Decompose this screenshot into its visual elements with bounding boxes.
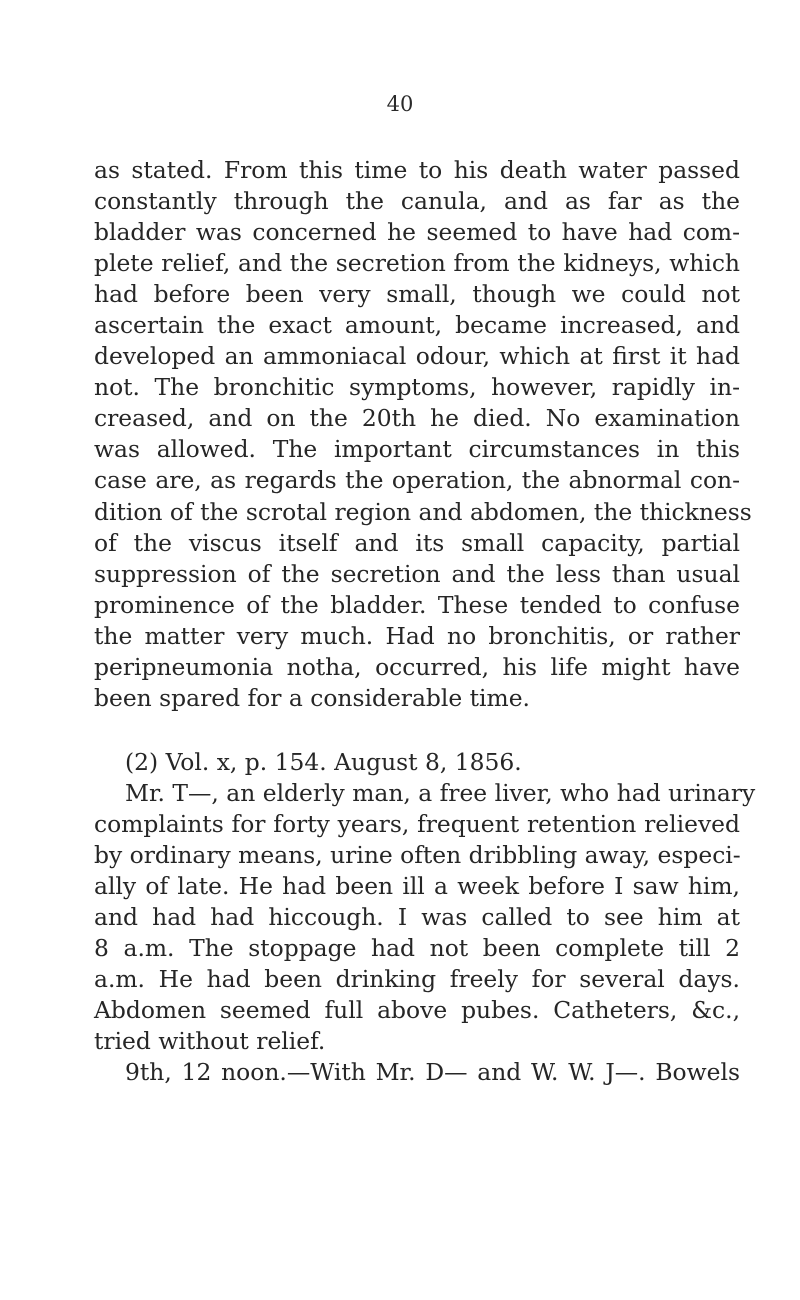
text-line: the matter very much. Had no bronchitis, or rather [94, 621, 740, 650]
text-line: plete relief, and the secretion from the kidneys, which [94, 249, 740, 278]
case-heading: (2) Vol. x, p. 154. August 8, 1856. [125, 748, 522, 776]
text-line: peripneumonia notha, occurred, his life might have [94, 652, 740, 681]
text-line: complaints for forty years, frequent retention relieved [94, 810, 740, 839]
text-line: Mr. T—, an elderly man, a free liver, who had urinary [125, 779, 756, 808]
text-line: of the viscus itself and its small capacity, partial [94, 528, 740, 557]
text-line: 8 a.m. The stoppage had not been complete till 2 [94, 934, 740, 963]
text-line: 9th, 12 noon.—With Mr. D— and W. W. J—. Bowels [125, 1058, 740, 1087]
text-line: case are, as regards the operation, the abnormal con- [94, 466, 740, 495]
text-line: by ordinary means, urine often dribbling away, especi- [94, 841, 741, 870]
text-line: ascertain the exact amount, became increased, and [94, 311, 740, 340]
text-line: developed an ammoniacal odour, which at first it had [94, 342, 740, 371]
text-line: had before been very small, though we could not [94, 280, 740, 309]
text-line: not. The bronchitic symptoms, however, rapidly in- [94, 373, 740, 402]
text-line: dition of the scrotal region and abdomen, the thickness [94, 497, 752, 526]
text-line: prominence of the bladder. These tended to confuse [94, 590, 740, 619]
text-line: a.m. He had been drinking freely for several days. [94, 965, 740, 994]
text-line: been spared for a considerable time. [94, 683, 530, 712]
paragraph-1 [94, 155, 752, 714]
paragraph-2 [94, 747, 756, 1089]
text-line: as stated. From this time to his death water passed [94, 156, 740, 184]
text-line: constantly through the canula, and as far as the [94, 187, 740, 216]
text-line: Abdomen seemed full above pubes. Catheters, &c., [94, 996, 740, 1025]
text-line: suppression of the secretion and the less than usual [94, 559, 740, 588]
text-line: and had had hiccough. I was called to see him at [94, 903, 740, 932]
text-line: tried without relief. [94, 1027, 326, 1056]
text-line: creased, and on the 20th he died. No examination [94, 404, 740, 433]
text-line: was allowed. The important circumstances in this [94, 435, 740, 464]
text-line: bladder was concerned he seemed to have had com- [94, 218, 740, 247]
page-number: 40 [386, 92, 414, 116]
text-line: ally of late. He had been ill a week before I saw him, [94, 872, 740, 901]
